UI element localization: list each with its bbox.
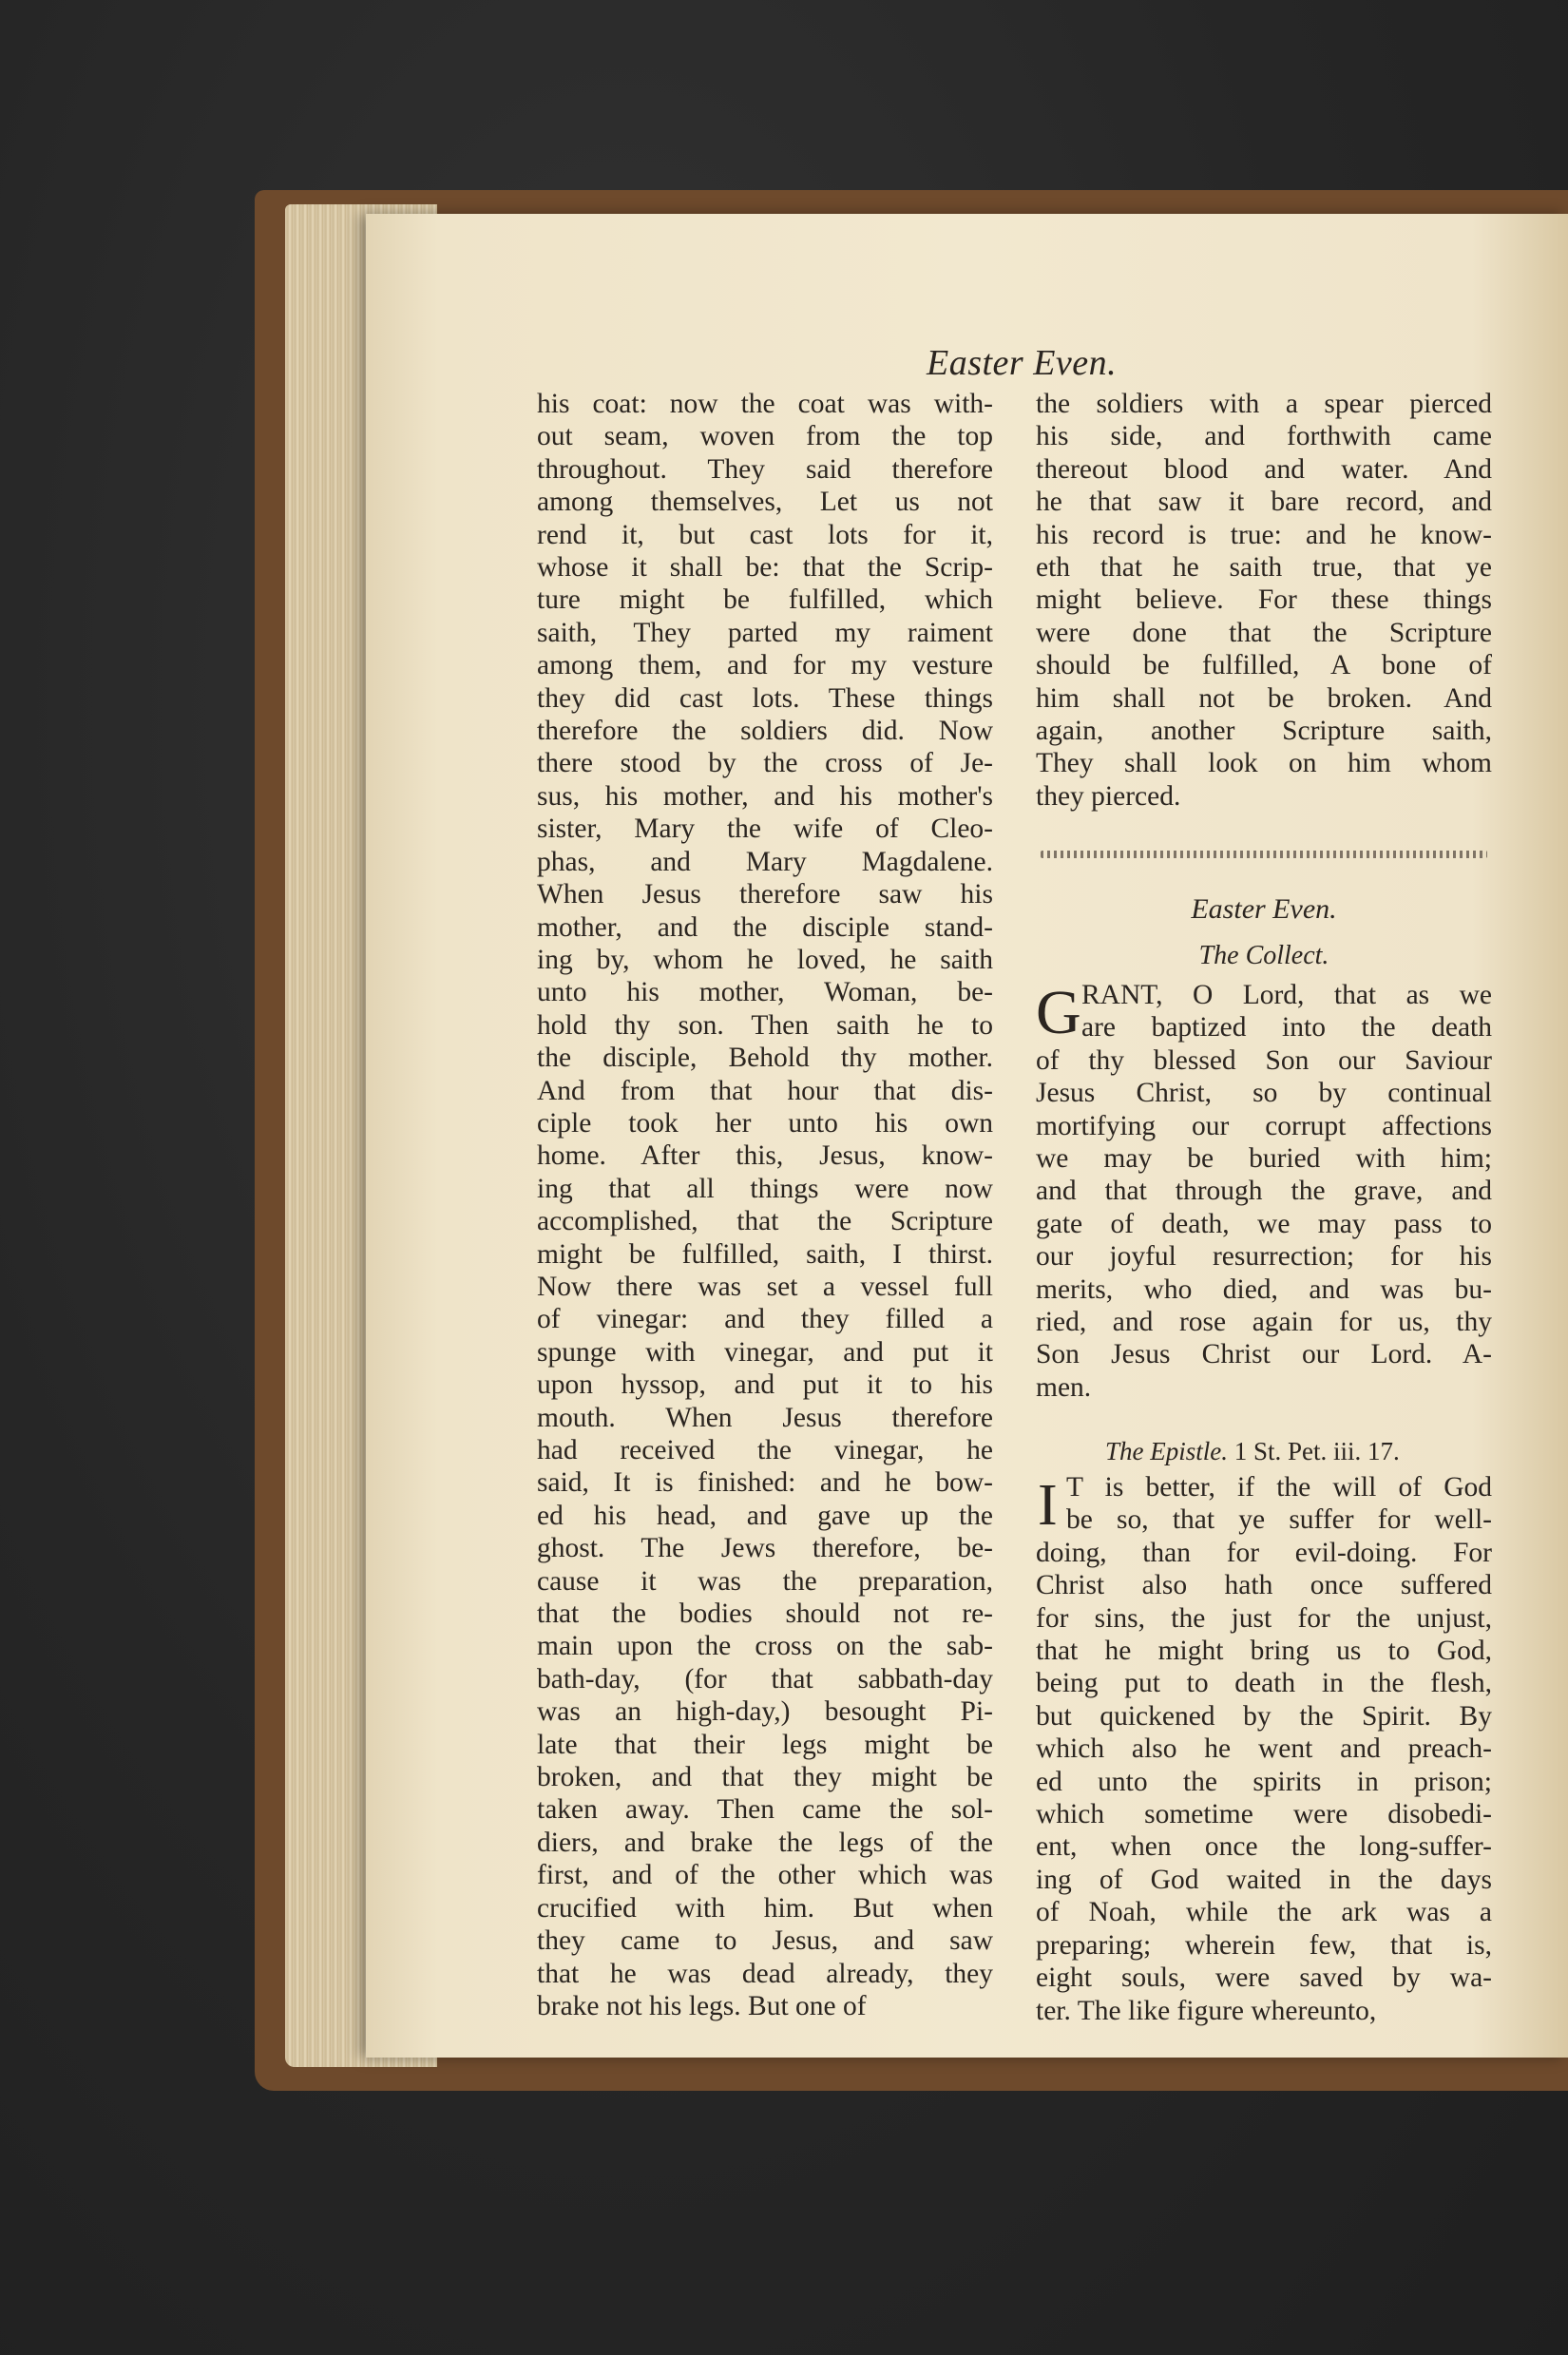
epistle-line: for sins, the just for the unjust, xyxy=(1036,1602,1492,1634)
left-line: home. After this, Jesus, know- xyxy=(537,1140,993,1172)
right-line: thereout blood and water. And xyxy=(1036,453,1492,485)
epistle-dropcap: I xyxy=(1038,1473,1058,1538)
left-line: mother, and the disciple stand- xyxy=(537,911,993,943)
left-line: saith, They parted my raiment xyxy=(537,617,993,648)
right-line: They shall look on him whom xyxy=(1036,748,1492,779)
right-line: he that saw it bare record, and xyxy=(1036,487,1492,518)
collect-line: and that through the grave, and xyxy=(1036,1176,1492,1207)
left-line: first, and of the other which was xyxy=(537,1860,993,1891)
left-line: among them, and for my vesture xyxy=(537,650,993,681)
right-line: eth that he saith true, that ye xyxy=(1036,552,1492,584)
collect-line: we may be buried with him; xyxy=(1036,1143,1492,1175)
epistle-line: ent, when once the long-suffer- xyxy=(1036,1831,1492,1863)
collect-line: Son Jesus Christ our Lord. A- xyxy=(1036,1339,1492,1370)
epistle-line: but quickened by the Spirit. By xyxy=(1036,1700,1492,1732)
left-line: ing that all things were now xyxy=(537,1173,993,1204)
left-line: cause it was the preparation, xyxy=(537,1565,993,1597)
left-line: When Jesus therefore saw his xyxy=(537,879,993,910)
epistle-line: ter. The like figure whereunto, xyxy=(1036,1995,1377,2026)
epistle-line: that he might bring us to God, xyxy=(1036,1636,1492,1667)
left-line: taken away. Then came the sol- xyxy=(537,1794,993,1826)
collect-line: ried, and rose again for us, thy xyxy=(1036,1307,1492,1338)
epistle-line: eight souls, were saved by wa- xyxy=(1036,1962,1492,1994)
left-line: there stood by the cross of Je- xyxy=(537,748,993,779)
epistle-line: ing of God waited in the days xyxy=(1036,1864,1492,1895)
collect-line: Jesus Christ, so by continual xyxy=(1036,1078,1492,1109)
left-line: main upon the cross on the sab- xyxy=(537,1631,993,1662)
collect-line: men. xyxy=(1036,1371,1092,1403)
right-line: him shall not be broken. And xyxy=(1036,682,1492,714)
left-line: might be fulfilled, saith, I thirst. xyxy=(537,1238,993,1270)
left-line: ghost. The Jews therefore, be- xyxy=(537,1533,993,1564)
left-line: ture might be fulfilled, which xyxy=(537,584,993,616)
left-column xyxy=(537,388,993,2022)
left-line: diers, and brake the legs of the xyxy=(537,1827,993,1858)
left-line: out seam, woven from the top xyxy=(537,421,993,452)
epistle-text xyxy=(1036,1471,1492,2027)
left-line: whose it shall be: that the Scrip- xyxy=(537,552,993,584)
epistle-line: of Noah, while the ark was a xyxy=(1036,1897,1492,1928)
left-line: they came to Jesus, and saw xyxy=(537,1925,993,1957)
collect-text xyxy=(1036,979,1492,1404)
epistle-reference: 1 St. Pet. iii. 17. xyxy=(1233,1437,1400,1465)
collect-line: merits, who died, and was bu- xyxy=(1036,1273,1492,1305)
left-line: accomplished, that the Scripture xyxy=(537,1206,993,1237)
left-line: hold thy son. Then saith he to xyxy=(537,1009,993,1041)
left-line: rend it, but cast lots for it, xyxy=(537,519,993,550)
left-line: upon hyssop, and put it to his xyxy=(537,1369,993,1401)
left-line: crucified with him. But when xyxy=(537,1892,993,1924)
right-line: they pierced. xyxy=(1036,780,1181,812)
left-line: they did cast lots. These things xyxy=(537,682,993,714)
epistle-title: The Epistle. xyxy=(1105,1437,1228,1465)
epistle-line: preparing; wherein few, that is, xyxy=(1036,1929,1492,1961)
epistle-line: be so, that ye suffer for well- xyxy=(1066,1504,1492,1536)
left-line: And from that hour that dis- xyxy=(537,1075,993,1106)
right-line: his record is true: and he know- xyxy=(1036,519,1492,550)
left-line: his coat: now the coat was with- xyxy=(537,389,993,419)
collect-line: gate of death, we may pass to xyxy=(1036,1208,1492,1239)
left-line: among themselves, Let us not xyxy=(537,487,993,518)
collect-title: The Collect. xyxy=(1198,941,1329,970)
left-line: of vinegar: and they filled a xyxy=(537,1304,993,1335)
collect-line: mortifying our corrupt affections xyxy=(1036,1110,1492,1141)
left-line: throughout. They said therefore xyxy=(537,453,993,485)
left-line: that the bodies should not re- xyxy=(537,1599,993,1630)
collect-dropcap: G xyxy=(1036,978,1081,1047)
left-line: brake not his legs. But one of xyxy=(537,1990,867,2021)
epistle-line: doing, than for evil-doing. For xyxy=(1036,1537,1492,1568)
right-line: should be fulfilled, A bone of xyxy=(1036,650,1492,681)
right-line: again, another Scripture saith, xyxy=(1036,716,1492,747)
left-line: late that their legs might be xyxy=(537,1729,993,1760)
left-line: spunge with vinegar, and put it xyxy=(537,1336,993,1368)
right-line: might believe. For these things xyxy=(1036,584,1492,616)
epistle-line: T is better, if the will of God xyxy=(1066,1472,1492,1503)
left-line: that he was dead already, they xyxy=(537,1958,993,1989)
left-line: mouth. When Jesus therefore xyxy=(537,1402,993,1433)
left-line: was an high-day,) besought Pi- xyxy=(537,1696,993,1728)
left-line: ing by, whom he loved, he saith xyxy=(537,944,993,975)
collect-line: are baptized into the death xyxy=(1081,1012,1492,1043)
section-title: Easter Even. xyxy=(1191,893,1337,925)
left-line: ciple took her unto his own xyxy=(537,1107,993,1139)
left-line: unto his mother, Woman, be- xyxy=(537,977,993,1008)
epistle-line: which also he went and preach- xyxy=(1036,1733,1492,1765)
epistle-line: being put to death in the flesh, xyxy=(1036,1668,1492,1699)
left-line: Now there was set a vessel full xyxy=(537,1271,993,1302)
left-line: sister, Mary the wife of Cleo- xyxy=(537,814,993,845)
right-line: the soldiers with a spear pierced xyxy=(1036,389,1492,419)
left-line: ed his head, and gave up the xyxy=(537,1500,993,1531)
collect-line: our joyful resurrection; for his xyxy=(1036,1241,1492,1273)
left-line: said, It is finished: and he bow- xyxy=(537,1467,993,1499)
right-column-top xyxy=(1036,388,1492,813)
left-line: the disciple, Behold thy mother. xyxy=(537,1043,993,1074)
right-line: his side, and forthwith came xyxy=(1036,421,1492,452)
epistle-heading xyxy=(1105,1437,1400,1466)
epistle-line: ed unto the spirits in prison; xyxy=(1036,1766,1492,1797)
ornamental-divider xyxy=(1041,851,1487,858)
running-head: Easter Even. xyxy=(927,343,1118,383)
epistle-line: which sometime were disobedi- xyxy=(1036,1799,1492,1830)
epistle-line: Christ also hath once suffered xyxy=(1036,1570,1492,1601)
collect-line: RANT, O Lord, that as we xyxy=(1081,980,1492,1010)
left-line: sus, his mother, and his mother's xyxy=(537,780,993,812)
collect-line: of thy blessed Son our Saviour xyxy=(1036,1044,1492,1076)
left-line: therefore the soldiers did. Now xyxy=(537,716,993,747)
left-line: bath-day, (for that sabbath-day xyxy=(537,1663,993,1694)
left-line: broken, and that they might be xyxy=(537,1762,993,1793)
right-line: were done that the Scripture xyxy=(1036,617,1492,648)
left-line: had received the vinegar, he xyxy=(537,1435,993,1465)
left-line: phas, and Mary Magdalene. xyxy=(537,846,993,877)
